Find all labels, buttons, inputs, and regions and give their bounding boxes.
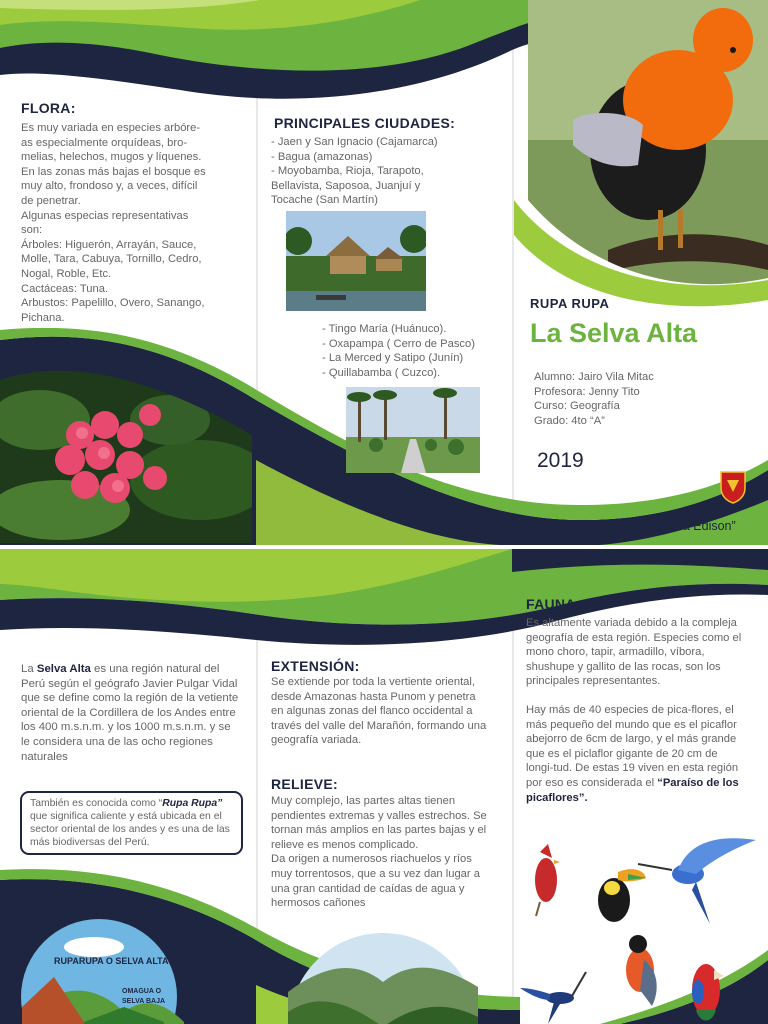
flora-line: de penetrar. (21, 194, 81, 207)
relieve-heading: RELIEVE: (271, 776, 338, 792)
flora-line: Árboles: Higuerón, Arrayán, Sauce, (21, 238, 197, 251)
flora-line: En las zonas más bajas el bosque es (21, 165, 206, 178)
map-label-rupa: RUPARUPA O SELVA ALTA (54, 956, 169, 966)
cover-year: 2019 (537, 449, 584, 472)
flora-text (21, 121, 246, 325)
city-item: - La Merced y Satipo (Junín) (322, 352, 464, 365)
credit-line: Grado: 4to “A” (534, 414, 605, 427)
cock-of-the-rock-photo (528, 0, 768, 292)
city-item: - Jaen y San Ignacio (Cajamarca) (271, 136, 438, 148)
intro-bold: Selva Alta (36, 663, 91, 675)
fauna-paragraph-1: Es altamente variada debido a la compleja geografía de esta región. Especies como el mono choro, tapir, armadillo, víbora, shushupe y gallito de las rocas, son los principales representantes. (526, 617, 742, 688)
flora-line: Molle, Tara, Cabuya, Tornillo, Cedro, (21, 253, 202, 266)
cover-kicker: RUPA RUPA (530, 296, 610, 311)
intro-pre: La (21, 663, 37, 675)
intro-text (21, 662, 241, 764)
cover-credits (534, 370, 654, 428)
fauna-text (526, 616, 744, 805)
flora-heading: FLORA: (21, 100, 76, 116)
city-item: Tocache (San Martín) (271, 194, 378, 207)
region-map (14, 912, 184, 1024)
city-item: Bellavista, Saposoa, Juanjuí y (271, 179, 421, 192)
school-crest-icon (719, 470, 747, 504)
fauna-highlight: “Paraíso de los picaflores”. (526, 776, 739, 804)
note-rest: que significa caliente y está ubicada en el sector oriental de los andes y es una de las más biodiversas del Perú. (30, 811, 230, 848)
bullfinch-icon (626, 935, 657, 1006)
hummingbird-dark-icon (520, 972, 586, 1024)
intro-rest: es una región natural del Perú según el geógrafo Javier Pulgar Vidal que se define como la región de la vetiente oriental de la Cordillera de los Andes entre los 400 m.s.n.m. y los 1000 m.s.n.m. y se le considera una de las ocho regiones naturales (21, 663, 239, 763)
rupa-rupa-note (20, 791, 243, 855)
macaw-icon (692, 964, 724, 1021)
flora-line: melias, helechos, mugos y líquenes. (21, 151, 202, 164)
extension-text: Se extiende por toda la vertiente oriental, desde Amazonas hasta Punom y penetra en algunas zonas del flanco occidental a través del valle del Marañón, formando una geografía variada. (271, 676, 487, 747)
flora-line: muy alto, frondoso y, a veces, difícil (21, 180, 198, 193)
flora-line: Cactáceas: Tuna. (21, 282, 109, 295)
birds-illustration (520, 830, 768, 1024)
city-item: - Bagua (amazonas) (271, 150, 373, 163)
credit-line: Alumno: Jairo Vila Mitac (534, 371, 654, 383)
flora-line: as especialmente orquídeas, bro- (21, 136, 188, 149)
fauna-paragraph-2-text: Hay más de 40 especies de pica-flores, el más pequeño del mundo que es el picaflor abejorro de 6cm de largo, y el más grande que es el piclaflor gigante de 20 cm de longi-tud. De estas 19 viven en esta región por eso es considerada el (526, 703, 739, 789)
relieve-paragraph-1: Muy complejo, las partes altas tienen pendientes extremas y valles estrechos. Se tornan más amplios en las partes bajas y el relieve es menos complicado. (271, 795, 487, 851)
ciudades-list2 (322, 322, 507, 380)
flora-line: Arbustos: Papelillo, Overo, Sanango, (21, 297, 205, 310)
credit-line: Profesora: Jenny Tito (534, 385, 640, 398)
fauna-heading: FAUNA: (526, 596, 581, 612)
cover-school: IEP “Thomás Alva Edison” (590, 519, 736, 533)
flora-line: Algunas especias representativas (21, 209, 189, 222)
map-label-selva-baja: SELVA BAJA (122, 998, 166, 1005)
hummingbird-blue-icon (638, 838, 756, 924)
relieve-text (271, 794, 493, 911)
flora-line: son: (21, 224, 43, 237)
city-item: - Quillabamba ( Cuzco). (322, 366, 441, 379)
toucan-icon (598, 869, 646, 922)
credit-line: Curso: Geografía (534, 400, 620, 413)
plaza-photo (346, 387, 480, 473)
village-photo (286, 211, 426, 311)
cardinal-icon (535, 844, 560, 916)
cover-title: La Selva Alta (530, 318, 698, 348)
note-bold: Rupa Rupa” (162, 798, 223, 809)
extension-heading: EXTENSIÓN: (271, 658, 360, 674)
city-item: - Tingo María (Huánuco). (322, 323, 447, 335)
flora-line: Nogal, Roble, Etc. (21, 267, 112, 280)
flower-photo (0, 360, 252, 543)
flora-line: Es muy variada en especies arbóre- (21, 122, 201, 134)
valley-photo (288, 932, 478, 1024)
map-label-omagua: OMAGUA O (122, 988, 162, 995)
fauna-paragraph-2 (526, 703, 744, 805)
city-item: - Moyobamba, Rioja, Tarapoto, (271, 165, 424, 178)
ciudades-list1 (271, 135, 503, 208)
flora-line: Pichana. (21, 311, 65, 324)
city-item: - Oxapampa ( Cerro de Pasco) (322, 337, 475, 350)
note-pre: También es conocida como “ (30, 798, 163, 809)
relieve-paragraph-2: Da origen a numerosos riachuelos y ríos muy torrentosos, que a su vez dan lugar a una gran cantidad de caídas de agua y hermosos cañones (271, 853, 480, 910)
ciudades-heading: PRINCIPALES CIUDADES: (274, 115, 456, 131)
